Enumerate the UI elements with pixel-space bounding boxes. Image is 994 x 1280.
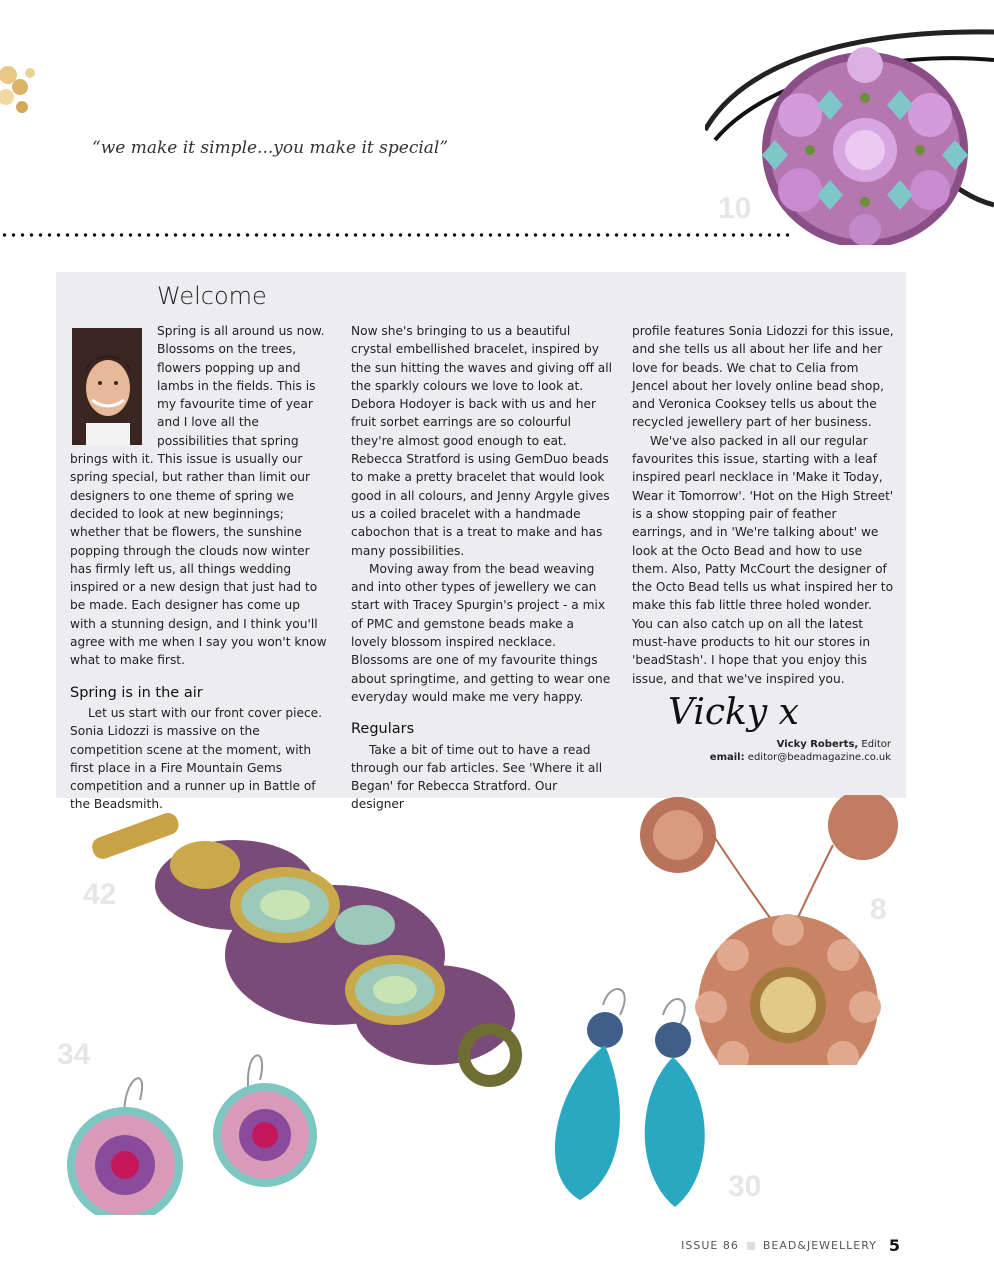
email-label: email: xyxy=(709,752,745,763)
col3-paragraph-2: We've also packed in all our regular favourites this issue, starting with a leaf inspired pearl necklace in 'Make it Today, Wear it Tomorrow'. 'Hot on the High Street' is a show stopping pair of feather earrings, and in 'We're talking about' we look at the Octo Bead and how to use them. Also, Patty McCourt the designer of the Octo Bead tells us what inspired her to make this fab little three holed wonder. You can also catch up on all the latest must-have products to hit our stores in 'beadStash'. I hope that you enjoy this issue, and that we've inspired you. xyxy=(632,433,894,686)
col2-paragraph-1: Now she's bringing to us a beautiful crystal embellished bracelet, inspired by the sun hitting the waves and giving off all the sparkly colours we love to look at. Debora Hodoyer is back with us and her fruit sorbet earrings are so colourful they're almost good enough to eat. Rebecca Stratford is using GemDuo beads to make a pretty bracelet that would look good in all colours, and Jenny Argyle gives us a coiled bracelet with a handmade cabochon that is a treat to make and has many possibilities. xyxy=(351,324,613,558)
welcome-column-2 xyxy=(351,322,613,814)
editor-signature: Vicky x xyxy=(668,692,799,733)
col3-paragraph-1: profile features Sonia Lidozzi for this issue, and she tells us all about her life and her love for beads. We chat to Celia from Jencel about her lovely online bead shop, and Veronica Cooksey tells us about the recycled jewellery part of her business. xyxy=(632,324,894,430)
col2-paragraph-3: Take a bit of time out to have a read through our fab articles. See 'Where it all Began' for Rebecca Stratford. Our designer xyxy=(351,742,603,812)
welcome-column-3 xyxy=(632,322,894,688)
pink-beaded-earrings-image xyxy=(50,1040,340,1215)
page-ref-34: 34 xyxy=(57,1038,91,1071)
welcome-title: Welcome xyxy=(157,282,267,310)
page-ref-42: 42 xyxy=(83,878,117,911)
editor-email[interactable]: editor@beadmagazine.co.uk xyxy=(747,752,891,763)
page-ref-10: 10 xyxy=(718,192,752,225)
col1-paragraph-1: Spring is all around us now. Blossoms on the trees, flowers popping up and lambs in the fields. This is my favourite time of year and I love all the possibilities that spring brings with it. This issue is usually our spring special, but rather than limit our designers to one theme of spring we decided to look at new beginnings; whether that be flowers, the sunshine popping through the clouds now winter has firmly left us, all things wedding inspired or a new design that just had to be made. Each designer has come up with a stunning design, and I think you'll agree with me when I say you won't know what to make first. xyxy=(70,324,327,668)
page-ref-30: 30 xyxy=(728,1170,762,1203)
footer-separator xyxy=(747,1242,755,1250)
dotted-divider xyxy=(0,232,790,238)
page-footer xyxy=(681,1236,900,1255)
col1-paragraph-2: Let us start with our front cover piece. Sonia Lidozzi is massive on the competition scene at the moment, with first place in a Fire Mountain Gems competition and a runner up in Battle of the Beadsmith. xyxy=(70,705,323,812)
feather-earrings-image xyxy=(535,975,735,1210)
photo-spacer xyxy=(70,322,157,446)
editor-credit xyxy=(710,738,891,764)
issue-number: ISSUE 86 xyxy=(681,1239,739,1252)
tagline: “we make it simple...you make it special” xyxy=(92,138,449,158)
heading-regulars: Regulars xyxy=(351,721,415,738)
welcome-column-1 xyxy=(70,322,328,814)
page-ref-8: 8 xyxy=(870,893,887,926)
gold-bead-cluster-image xyxy=(0,55,40,125)
editor-role: Editor xyxy=(861,739,891,750)
col2-paragraph-2: Moving away from the bead weaving and into other types of jewellery we can start with Tracey Spurgin's project - a mix of PMC and gemstone beads make a lovely blossom inspired necklace. Blossoms are one of my favourite things about springtime, and getting to wear one everyday would make me very happy. xyxy=(351,561,611,704)
magazine-name: BEAD&JEWELLERY xyxy=(762,1239,877,1252)
page-number: 5 xyxy=(888,1236,900,1255)
editor-name: Vicky Roberts, xyxy=(776,739,859,750)
heading-spring-in-the-air: Spring is in the air xyxy=(70,684,203,701)
